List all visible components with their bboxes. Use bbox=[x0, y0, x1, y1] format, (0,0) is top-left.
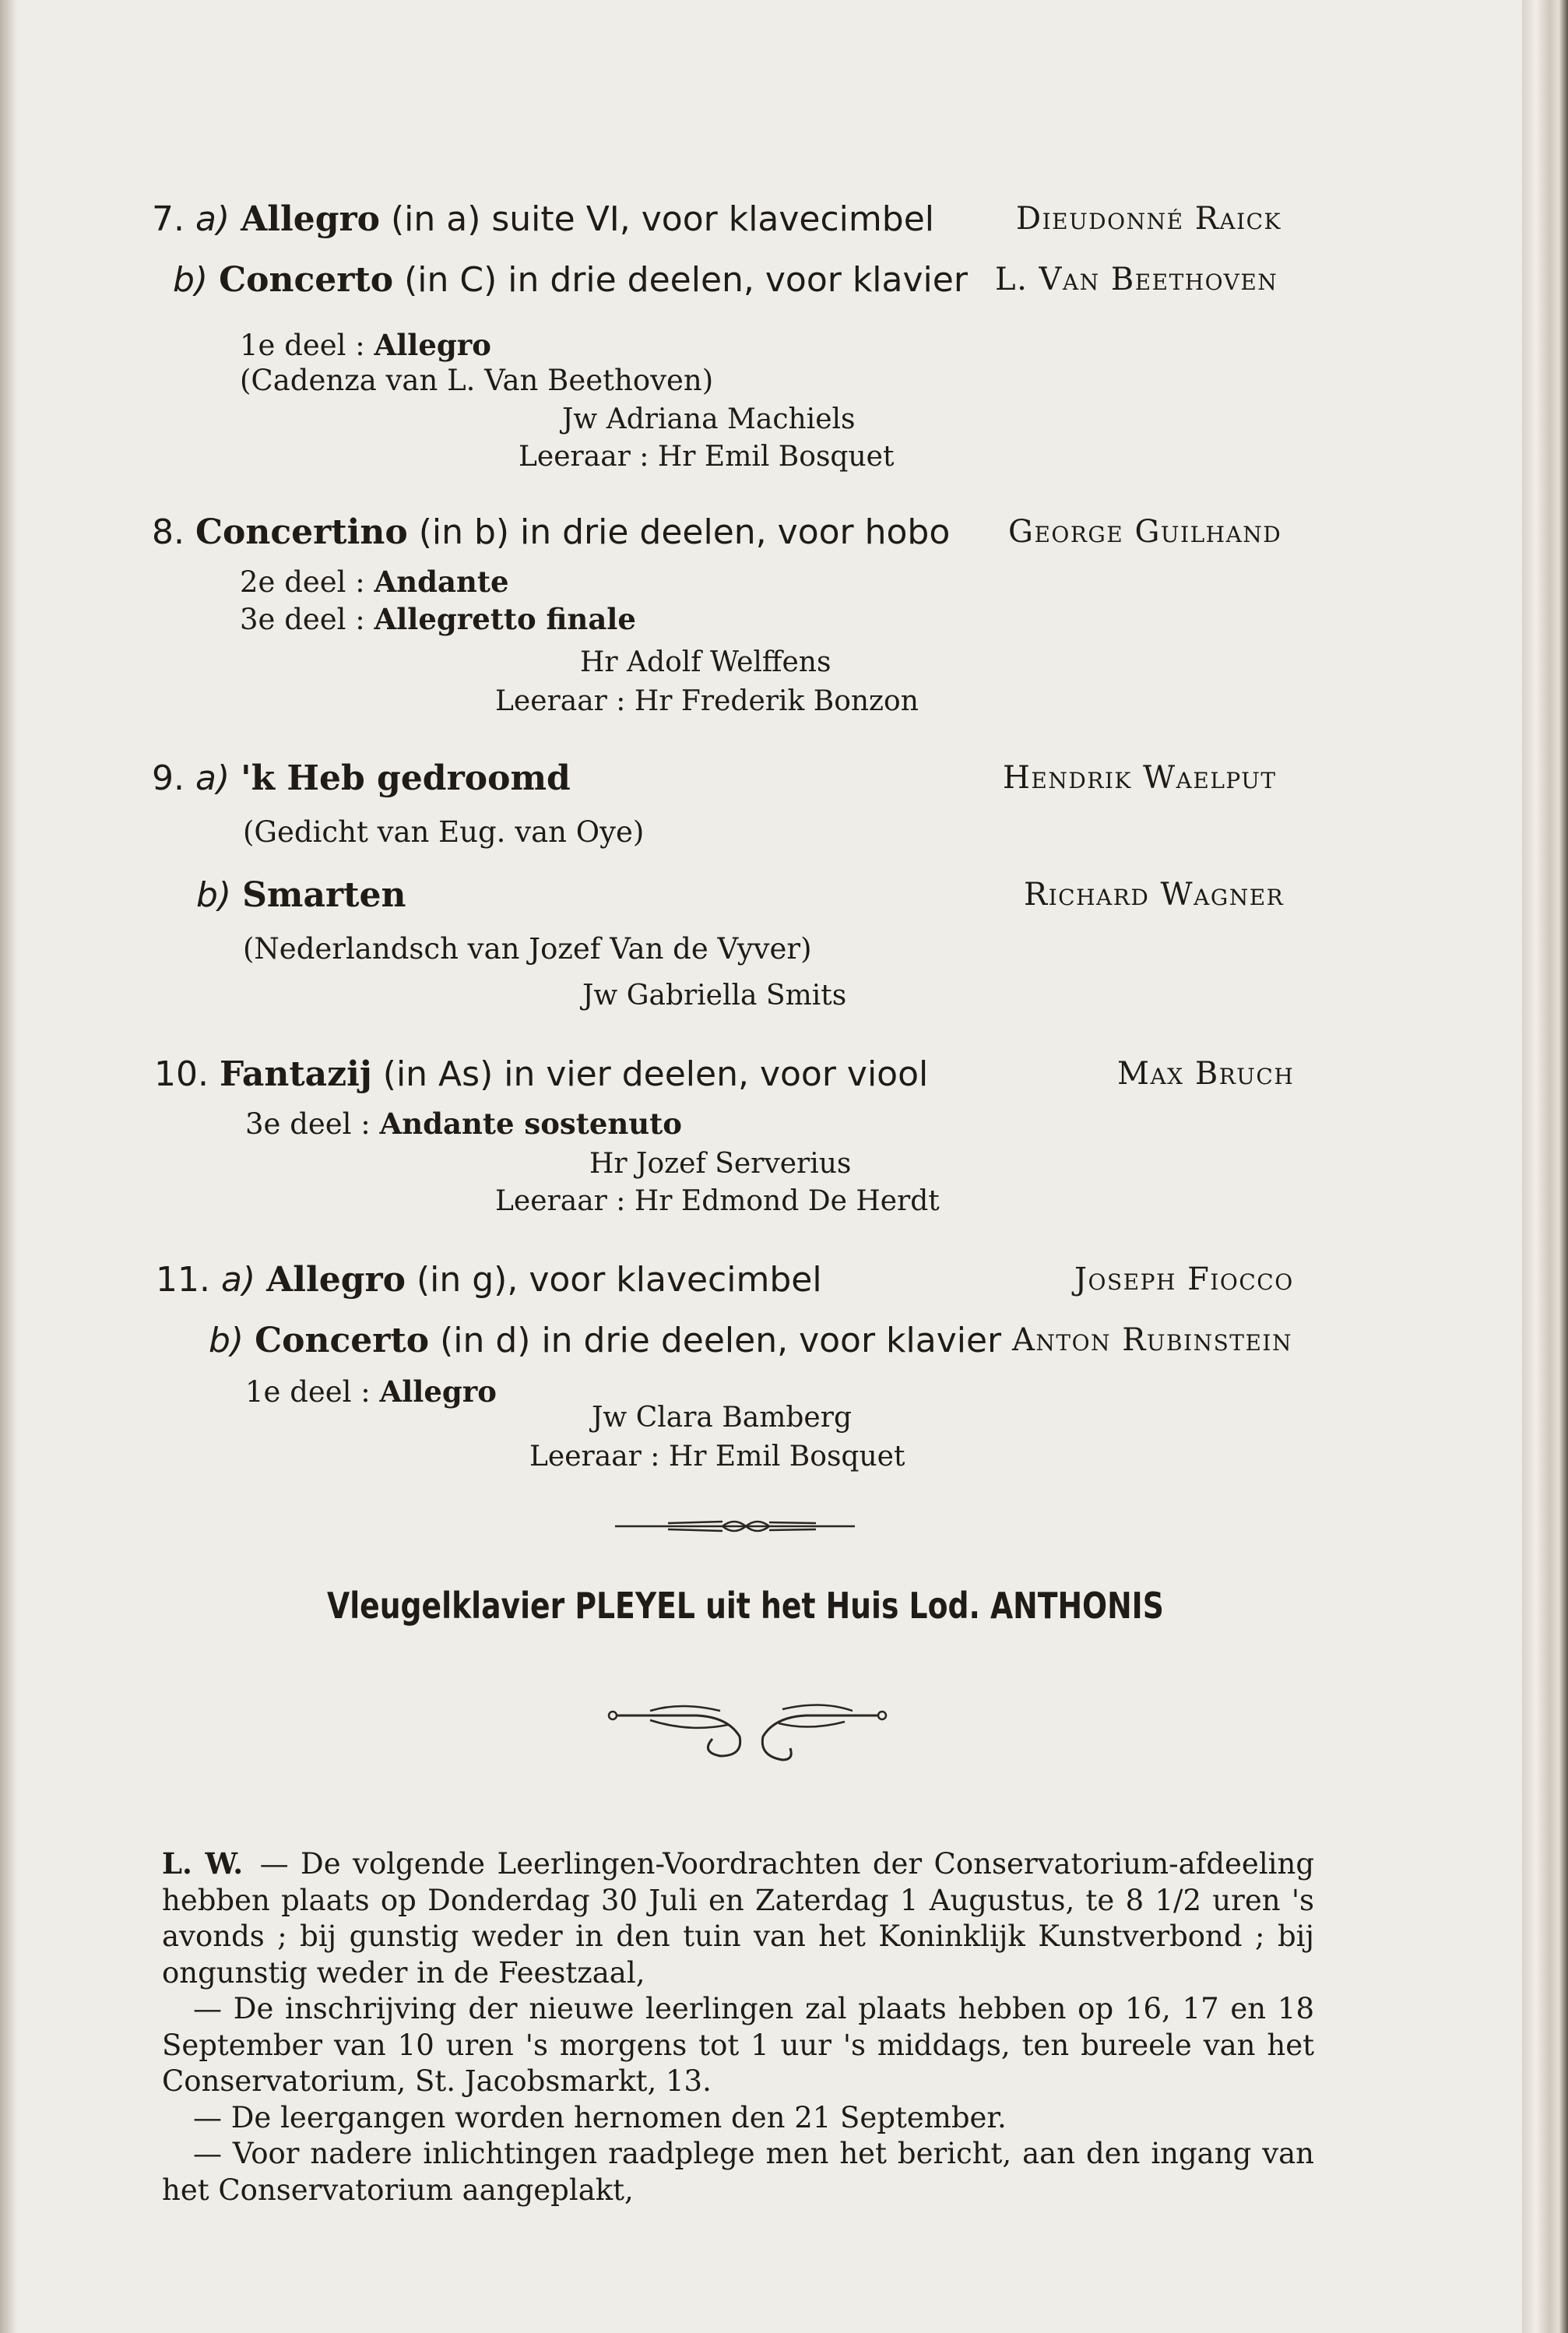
program-line-7b bbox=[173, 259, 968, 302]
movement-prefix: 3e deel : bbox=[245, 1107, 371, 1141]
notice-text: — De volgende Leerlingen-Voordrachten der Conservatorium-afdeeling hebben plaats op Donderdag 30 Juli en Zaterdag 1 Augustus, te 8 1/2 uren 's avonds ; bij gunstig weder in den tuin van het Koninklijk Kunstverbond ; bij ongunstig weder in de Feestzaal, bbox=[162, 1847, 1315, 1990]
item-number: 10. bbox=[154, 1054, 209, 1094]
poem-credit: (Gedicht van Eug. van Oye) bbox=[243, 815, 645, 849]
movement-title: Andante bbox=[374, 565, 509, 599]
movement-line bbox=[245, 1374, 497, 1410]
program-line-11b bbox=[209, 1319, 1001, 1363]
item-letter: a) bbox=[220, 1260, 256, 1300]
piece-title: Concertino bbox=[195, 512, 408, 552]
teacher-name: Leeraar : Hr Emil Bosquet bbox=[519, 441, 895, 473]
program-line-11a bbox=[156, 1258, 822, 1302]
movement-line bbox=[240, 327, 491, 364]
program-line-9b bbox=[196, 874, 406, 917]
piano-sponsor-notice: Vleugelklavier PLEYEL uit het Huis Lod. ANTHONIS bbox=[327, 1585, 1164, 1627]
divider-ornament bbox=[613, 1512, 856, 1539]
composer-name: Max Bruch bbox=[1117, 1056, 1295, 1092]
movement-title: Allegretto finale bbox=[374, 602, 636, 636]
item-letter: b) bbox=[196, 875, 232, 915]
movement-line bbox=[240, 601, 636, 638]
piece-description: (in As) in vier deelen, voor viool bbox=[382, 1054, 929, 1094]
piece-title: 'k Heb gedroomd bbox=[241, 758, 571, 798]
program-line-7a bbox=[152, 198, 934, 241]
item-number: 8. bbox=[152, 512, 185, 552]
teacher-name: Leeraar : Hr Edmond De Herdt bbox=[495, 1185, 940, 1217]
program-line-8 bbox=[152, 511, 950, 554]
piece-description: (in d) in drie deelen, voor klavier bbox=[440, 1321, 1002, 1360]
performer-name: Jw Gabriella Smits bbox=[582, 980, 847, 1012]
movement-line bbox=[245, 1106, 682, 1142]
composer-name: Dieudonné Raick bbox=[1016, 201, 1281, 237]
movement-title: Andante sostenuto bbox=[379, 1107, 682, 1141]
composer-name: Joseph Fiocco bbox=[1074, 1262, 1294, 1297]
movement-prefix: 1e deel : bbox=[245, 1375, 371, 1409]
composer-name: Richard Wagner bbox=[1024, 877, 1285, 913]
item-number: 9. bbox=[152, 758, 185, 798]
book-binding-edge bbox=[1522, 0, 1568, 2333]
piece-title: Concerto bbox=[219, 260, 394, 300]
item-letter: a) bbox=[195, 199, 230, 239]
composer-name: L. Van Beethoven bbox=[995, 262, 1278, 297]
translation-credit: (Nederlandsch van Jozef Van de Vyver) bbox=[243, 932, 812, 966]
piece-title: Concerto bbox=[255, 1321, 430, 1360]
notice-lead: L. W. bbox=[162, 1846, 244, 1881]
notice-paragraph: — De inschrijving der nieuwe leerlingen zal plaats hebben op 16, 17 en 18 September van 10 uren 's morgens tot 1 uur 's middags, ten bureele van het Conservatorium, St. Jacobsmarkt, 13. bbox=[162, 1992, 1314, 2098]
piece-title: Fantazij bbox=[219, 1054, 372, 1094]
composer-name: Anton Rubinstein bbox=[1012, 1322, 1292, 1358]
performer-name: Jw Adriana Machiels bbox=[562, 403, 856, 435]
piece-title: Smarten bbox=[242, 875, 406, 915]
movement-prefix: 1e deel : bbox=[240, 329, 365, 362]
program-line-9a bbox=[152, 757, 571, 801]
piece-description: (in g), voor klavecimbel bbox=[416, 1260, 822, 1300]
item-number: 11. bbox=[156, 1260, 210, 1300]
notice-paragraph: — Voor nadere inlichtingen raadplege men het bericht, aan den ingang van het Conservatorium aangeplakt, bbox=[162, 2137, 1314, 2207]
teacher-name: Leeraar : Hr Emil Bosquet bbox=[529, 1441, 905, 1473]
piece-description: (in a) suite VI, voor klavecimbel bbox=[390, 199, 934, 239]
performer-name: Hr Jozef Serverius bbox=[589, 1148, 852, 1180]
performer-name: Jw Clara Bamberg bbox=[592, 1402, 852, 1434]
movement-prefix: 2e deel : bbox=[240, 565, 365, 599]
program-line-10 bbox=[154, 1053, 928, 1096]
movement-title: Allegro bbox=[374, 328, 491, 362]
piece-description: (in C) in drie deelen, voor klavier bbox=[404, 260, 968, 300]
movement-prefix: 3e deel : bbox=[240, 603, 365, 636]
composer-name: George Guilhand bbox=[1008, 514, 1282, 550]
flourish-ornament bbox=[603, 1694, 899, 1775]
notice-paragraph: — De leergangen worden hernomen den 21 September. bbox=[193, 2100, 1007, 2134]
piece-description: (in b) in drie deelen, voor hobo bbox=[418, 512, 951, 552]
movement-line bbox=[240, 564, 509, 600]
item-number: 7. bbox=[152, 199, 185, 239]
notice-paragraph bbox=[162, 1846, 1314, 1991]
composer-name: Hendrik Waelput bbox=[1003, 760, 1277, 796]
piece-title: Allegro bbox=[241, 199, 380, 239]
movement-title: Allegro bbox=[379, 1374, 497, 1409]
conservatory-notice bbox=[162, 1846, 1314, 2208]
piece-title: Allegro bbox=[266, 1260, 406, 1300]
teacher-name: Leeraar : Hr Frederik Bonzon bbox=[495, 685, 919, 717]
performer-name: Hr Adolf Welffens bbox=[580, 646, 831, 678]
item-letter: b) bbox=[173, 260, 209, 300]
cadenza-note: (Cadenza van L. Van Beethoven) bbox=[240, 364, 714, 397]
item-letter: b) bbox=[209, 1321, 244, 1360]
item-letter: a) bbox=[195, 758, 230, 798]
page-edge-shadow bbox=[0, 0, 17, 2333]
